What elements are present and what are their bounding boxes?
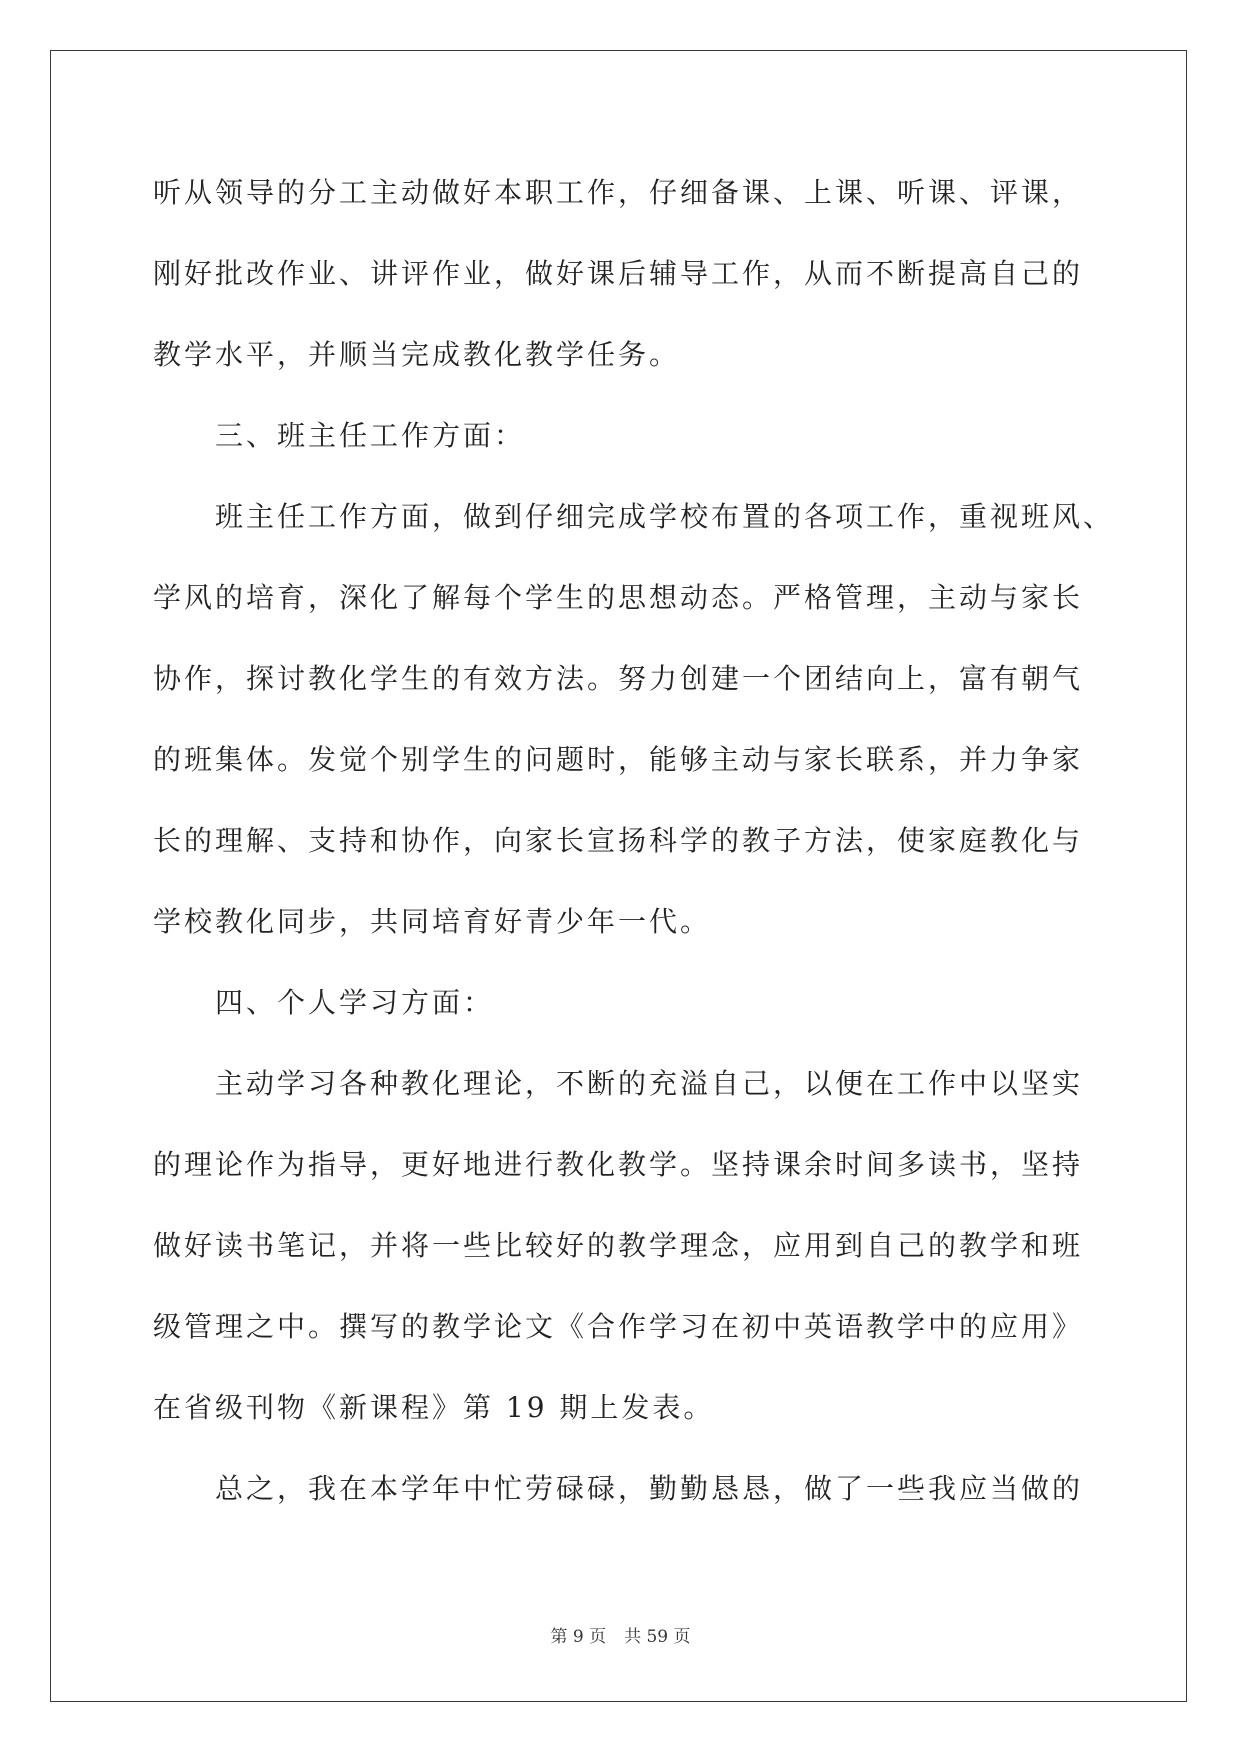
text-line: 学风的培育，深化了解每个学生的思想动态。严格管理，主动与家长 [153, 581, 1084, 614]
section-heading: 三、班主任工作方面： [215, 419, 526, 452]
text-line: 班主任工作方面，做到仔细完成学校布置的各项工作，重视班风、 [215, 500, 1115, 533]
page-total: 共 59 页 [624, 1627, 691, 1647]
page-footer [0, 1624, 1241, 1650]
document-body [153, 152, 1133, 1529]
text-line: 长的理解、支持和协作，向家长宣扬科学的教子方法，使家庭教化与 [153, 824, 1084, 857]
text-line: 级管理之中。撰写的教学论文《合作学习在初中英语教学中的应用》 [153, 1310, 1084, 1343]
paragraph-summary [153, 1448, 1133, 1529]
text-line: 做好读书笔记，并将一些比较好的教学理念，应用到自己的教学和班 [153, 1229, 1084, 1262]
text-line: 的理论作为指导，更好地进行教化教学。坚持课余时间多读书，坚持 [153, 1148, 1084, 1181]
page-number: 第 9 页 [550, 1627, 607, 1647]
paragraph-personal-study [153, 1043, 1133, 1448]
section-heading: 四、个人学习方面： [215, 986, 495, 1019]
text-line: 主动学习各种教化理论，不断的充溢自己，以便在工作中以坚实 [215, 1067, 1084, 1100]
text-line: 总之，我在本学年中忙劳碌碌，勤勤恳恳，做了一些我应当做的 [215, 1472, 1084, 1505]
text-line: 的班集体。发觉个别学生的问题时，能够主动与家长联系，并力争家 [153, 743, 1084, 776]
text-line: 听从领导的分工主动做好本职工作，仔细备课、上课、听课、评课， [153, 176, 1084, 209]
text-line: 刚好批改作业、讲评作业，做好课后辅导工作，从而不断提高自己的 [153, 257, 1084, 290]
text-line: 教学水平，并顺当完成教化教学任务。 [153, 338, 681, 371]
section-heading-personal-study [153, 962, 1133, 1043]
paragraph-class-teacher [153, 476, 1133, 962]
paragraph-continued [153, 152, 1133, 395]
text-line: 学校教化同步，共同培育好青少年一代。 [153, 905, 712, 938]
text-line: 协作，探讨教化学生的有效方法。努力创建一个团结向上，富有朝气 [153, 662, 1084, 695]
section-heading-class-teacher [153, 395, 1133, 476]
text-line: 在省级刊物《新课程》第 19 期上发表。 [153, 1391, 715, 1424]
